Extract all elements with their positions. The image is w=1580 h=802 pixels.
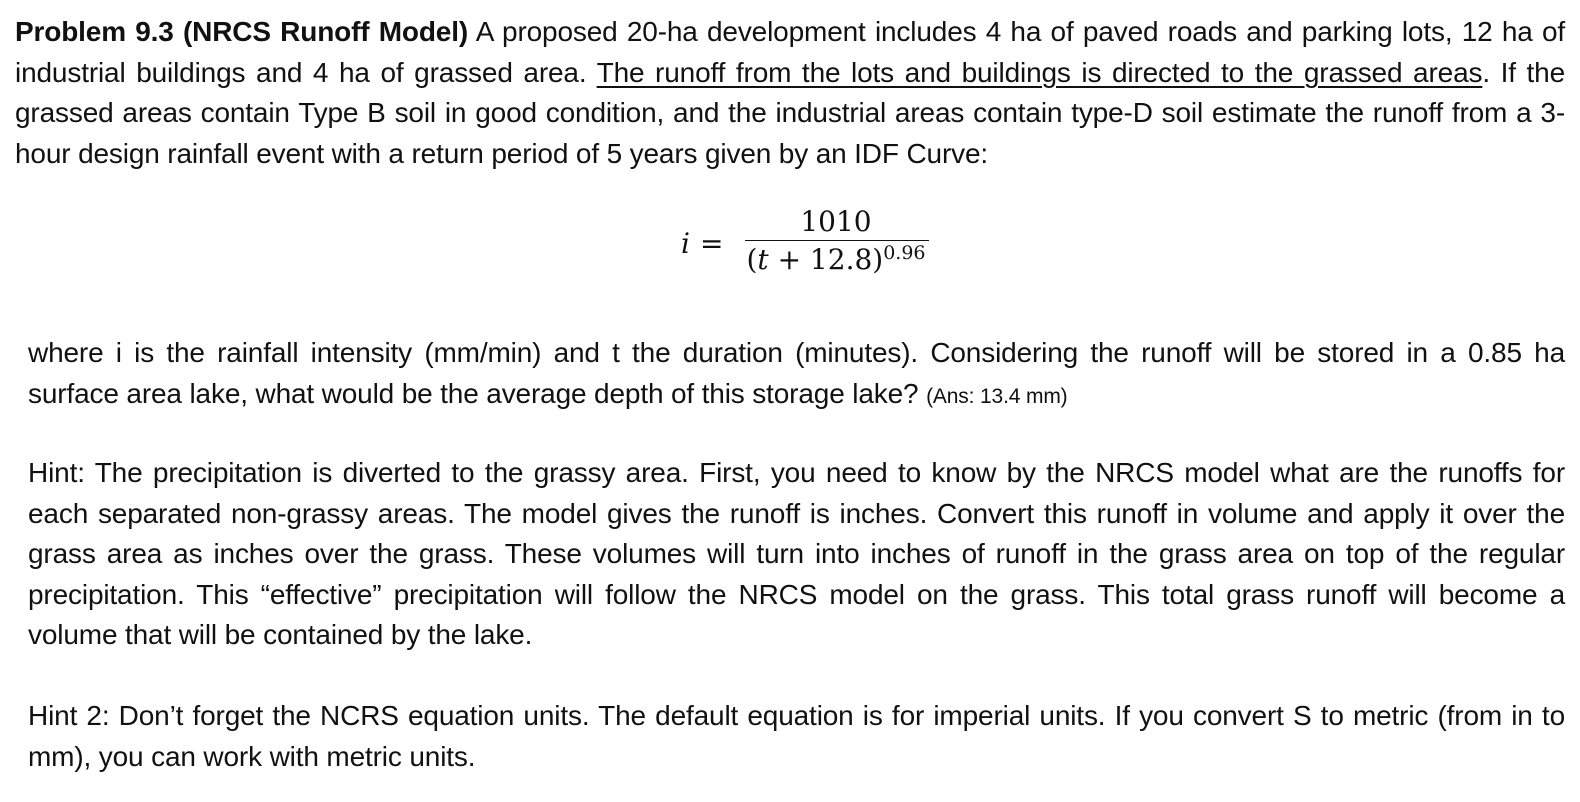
equation-fraction (743, 204, 929, 279)
question-text: where i is the rainfall intensity (mm/min) and t the duration (minutes). Considering the runoff will be stored in a 0.85 ha surface area lake, what would be the average depth of this storage lake? (28, 337, 1565, 409)
problem-continuation: . If the grassed areas contain Type B soil in good condition, and the industrial areas contain type-D soil estimate the runoff from a 3-hour design rainfall event with a return period of 5 years given by an IDF Curve: (15, 56, 1565, 169)
problem-statement (15, 12, 1565, 174)
problem-intro: A proposed 20-ha development includes 4 ha of paved roads and parking lots, 12 ha of industrial buildings and 4 ha of grassed area. (15, 16, 1566, 88)
equation-variable-i: i (681, 227, 690, 260)
hint-2-text: Hint 2: Don’t forget the NCRS equation units. The default equation is for imperial units. If you convert S to metric (from in to mm), you can work with metric units. (28, 700, 1565, 772)
equation-equals: = (699, 227, 724, 260)
equation-numerator: 1010 (800, 205, 872, 238)
question-paragraph (28, 333, 1565, 417)
den-open-paren: ( (746, 243, 758, 276)
hint-1-text: Hint: The precipitation is diverted to the grassy area. First, you need to know by the NRCS model what are the runoffs for each separated non-grassy areas. The model gives the runoff is inches. Convert this runoff in volume and apply it over the grass area as inches over the grass. These volumes will turn into inches of runoff in the grass area on top of the regular precipitation. This “effective” precipitation will follow the NRCS model on the grass. This total grass runoff will become a volume that will be contained by the lake. (28, 457, 1565, 650)
underlined-statement: The runoff from the lots and buildings is directed to the grassed areas (596, 56, 1483, 88)
problem-heading: Problem 9.3 (NRCS Runoff Model) (15, 16, 469, 47)
equation-denominator (743, 241, 929, 279)
hint-2-paragraph (28, 696, 1565, 777)
den-variable-t: t (757, 243, 769, 276)
den-exponent: 0.96 (883, 242, 926, 264)
hint-1-paragraph (28, 453, 1565, 656)
answer-note: (Ans: 13.4 mm) (926, 384, 1068, 408)
den-rest: + 12.8) (768, 243, 884, 276)
equation-lhs (681, 227, 723, 260)
